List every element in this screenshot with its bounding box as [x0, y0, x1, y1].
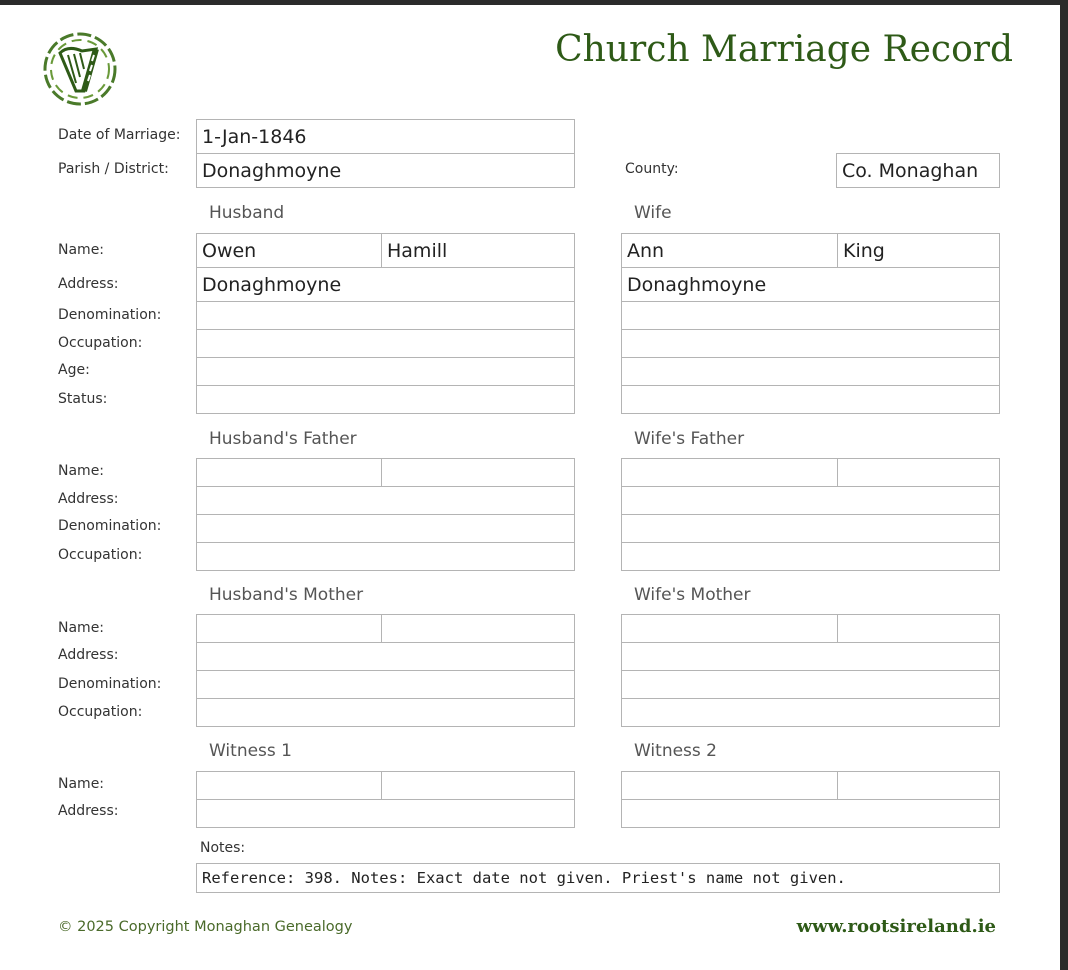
- record-page: [0, 5, 1060, 970]
- wifes-father-heading: Wife's Father: [634, 429, 745, 449]
- husband-address-field: Donaghmoyne: [196, 267, 575, 302]
- wife-occupation-field: [621, 329, 1000, 358]
- wife-first-name-field: Ann: [621, 233, 838, 268]
- husbands-mother-address-field: [196, 642, 575, 671]
- wife-denomination-field: [621, 301, 1000, 330]
- witness-address-label: Address:: [58, 803, 119, 819]
- wifes-mother-first-name-field: [621, 614, 838, 643]
- wifes-father-surname-field: [837, 458, 1000, 487]
- husband-denomination-label: Denomination:: [58, 307, 162, 323]
- father-address-label: Address:: [58, 491, 119, 507]
- husband-first-name-field: Owen: [196, 233, 383, 268]
- witness-name-label: Name:: [58, 776, 105, 792]
- mother-occupation-label: Occupation:: [58, 704, 143, 720]
- mother-address-label: Address:: [58, 647, 119, 663]
- husband-name-label: Name:: [58, 242, 105, 258]
- husbands-father-address-field: [196, 486, 575, 515]
- wifes-mother-heading: Wife's Mother: [634, 585, 751, 605]
- notes-field: Reference: 398. Notes: Exact date not given. Priest's name not given.: [196, 863, 1000, 893]
- wife-age-field: [621, 357, 1000, 386]
- husband-denomination-field: [196, 301, 575, 330]
- wifes-father-first-name-field: [621, 458, 838, 487]
- father-denomination-label: Denomination:: [58, 518, 162, 534]
- wifes-mother-surname-field: [837, 614, 1000, 643]
- county-field: Co. Monaghan: [836, 153, 1000, 188]
- husbands-father-heading: Husband's Father: [209, 429, 357, 449]
- wifes-mother-occupation-field: [621, 698, 1000, 727]
- father-name-label: Name:: [58, 463, 105, 479]
- mother-denomination-label: Denomination:: [58, 676, 162, 692]
- husbands-father-denomination-field: [196, 514, 575, 543]
- husbands-father-first-name-field: [196, 458, 383, 487]
- wifes-father-occupation-field: [621, 542, 1000, 571]
- husband-occupation-field: [196, 329, 575, 358]
- wife-surname-field: King: [837, 233, 1000, 268]
- husband-heading: Husband: [209, 203, 285, 223]
- wife-status-field: [621, 385, 1000, 414]
- husband-address-label: Address:: [58, 276, 119, 292]
- date-of-marriage-label: Date of Marriage:: [58, 127, 181, 143]
- witness2-heading: Witness 2: [634, 741, 717, 761]
- wife-address-field: Donaghmoyne: [621, 267, 1000, 302]
- witness2-surname-field: [837, 771, 1000, 800]
- husbands-mother-first-name-field: [196, 614, 383, 643]
- copyright-text: © 2025 Copyright Monaghan Genealogy: [58, 919, 353, 935]
- date-of-marriage-field: 1-Jan-1846: [196, 119, 575, 154]
- husbands-mother-heading: Husband's Mother: [209, 585, 364, 605]
- wifes-father-denomination-field: [621, 514, 1000, 543]
- husband-age-label: Age:: [58, 362, 90, 378]
- wifes-father-address-field: [621, 486, 1000, 515]
- notes-label: Notes:: [200, 840, 246, 856]
- county-label: County:: [625, 161, 679, 177]
- husbands-mother-occupation-field: [196, 698, 575, 727]
- wifes-mother-address-field: [621, 642, 1000, 671]
- husbands-father-surname-field: [381, 458, 575, 487]
- harp-emblem-icon: [38, 27, 122, 111]
- father-occupation-label: Occupation:: [58, 547, 143, 563]
- husbands-mother-denomination-field: [196, 670, 575, 699]
- husband-surname-field: Hamill: [381, 233, 575, 268]
- witness2-address-field: [621, 799, 1000, 828]
- husband-status-field: [196, 385, 575, 414]
- parish-label: Parish / District:: [58, 161, 169, 177]
- witness1-surname-field: [381, 771, 575, 800]
- wife-heading: Wife: [634, 203, 672, 223]
- mother-name-label: Name:: [58, 620, 105, 636]
- page-title: Church Marriage Record: [555, 29, 1013, 70]
- witness1-address-field: [196, 799, 575, 828]
- witness1-heading: Witness 1: [209, 741, 292, 761]
- wifes-mother-denomination-field: [621, 670, 1000, 699]
- husband-occupation-label: Occupation:: [58, 335, 143, 351]
- witness1-first-name-field: [196, 771, 383, 800]
- husband-status-label: Status:: [58, 391, 108, 407]
- husbands-mother-surname-field: [381, 614, 575, 643]
- husbands-father-occupation-field: [196, 542, 575, 571]
- website-link[interactable]: www.rootsireland.ie: [796, 916, 996, 937]
- husband-age-field: [196, 357, 575, 386]
- parish-field: Donaghmoyne: [196, 153, 575, 188]
- witness2-first-name-field: [621, 771, 838, 800]
